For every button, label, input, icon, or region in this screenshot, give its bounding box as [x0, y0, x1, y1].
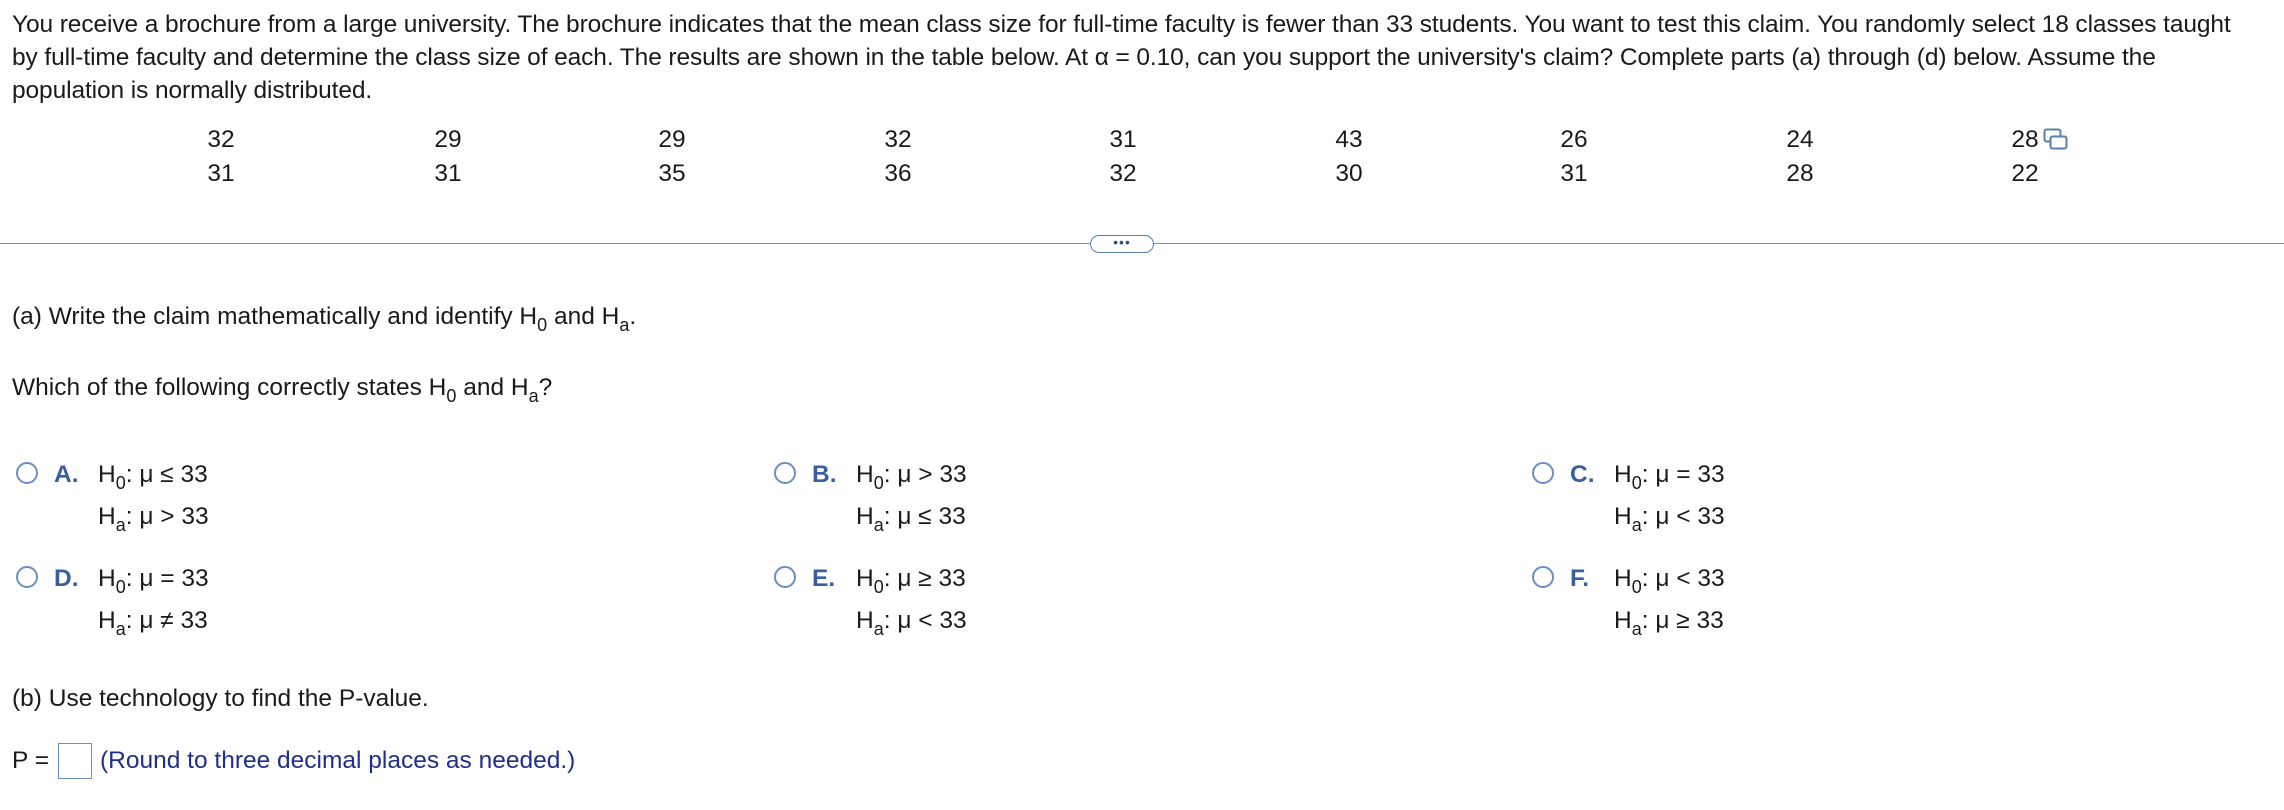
subscript-a: a — [528, 386, 539, 406]
data-cell: 29 — [434, 126, 462, 153]
radio-button[interactable] — [16, 462, 38, 484]
alternative-hypothesis: $H_a$: μ > 33 — [98, 503, 209, 535]
question-prompt: You receive a brochure from a large university. The brochure indicates that the mean class size for full-time faculty is fewer than 33 students. You want to test this claim. You randomly select 18 classes taught by full-time faculty and determine the class size of each. The results are shown in the table below. At α = 0.10, can you support the university's claim? Complete parts (a) through (d) below. Assume the population is normally distributed. — [12, 11, 2231, 104]
radio-button[interactable] — [1532, 566, 1554, 588]
data-cell: 32 — [1109, 160, 1137, 187]
part-a-instruction — [12, 300, 636, 334]
data-cell: 35 — [658, 160, 686, 187]
part-a-suffix: . — [629, 303, 637, 330]
more-button[interactable]: ••• — [1090, 235, 1154, 253]
data-column — [1088, 123, 1158, 191]
data-cell: 29 — [658, 126, 686, 153]
data-column — [863, 123, 933, 191]
radio-button[interactable] — [16, 566, 38, 588]
null-hypothesis: $H_0$: μ < 33 — [1614, 565, 1725, 597]
p-value-input[interactable] — [58, 743, 92, 779]
data-cell: 31 — [1560, 160, 1588, 187]
data-column — [413, 123, 483, 191]
null-hypothesis: $H_0$: μ > 33 — [856, 461, 967, 493]
data-table — [0, 123, 2284, 193]
part-a-question — [12, 371, 552, 405]
null-hypothesis: $H_0$: μ ≥ 33 — [856, 565, 966, 597]
rounding-note: (Round to three decimal places as needed.) — [100, 747, 576, 774]
alternative-hypothesis: $H_a$: μ ≤ 33 — [856, 503, 966, 535]
subscript-0: 0 — [446, 386, 457, 406]
p-value-label: P = — [12, 747, 50, 774]
alternative-hypothesis: $H_a$: μ ≥ 33 — [1614, 607, 1724, 639]
option-letter: C. — [1570, 461, 1595, 488]
subscript-a: a — [619, 315, 630, 335]
data-cell: 30 — [1335, 160, 1363, 187]
option-letter: E. — [812, 565, 836, 592]
data-cell: 31 — [207, 160, 235, 187]
option-letter: D. — [54, 565, 79, 592]
radio-button[interactable] — [1532, 462, 1554, 484]
data-cell: 22 — [2011, 160, 2039, 187]
data-cell: 28 — [1786, 160, 1814, 187]
data-cell: 32 — [207, 126, 235, 153]
data-cell: 31 — [434, 160, 462, 187]
part-a-text: (a) Write the claim mathematically and identify H — [12, 303, 538, 330]
null-hypothesis: $H_0$: μ ≤ 33 — [98, 461, 208, 493]
data-column — [1765, 123, 1835, 191]
which-and: and H — [456, 374, 529, 401]
copy-icon[interactable] — [2043, 128, 2069, 150]
part-b-instruction: (b) Use technology to find the P-value. — [12, 685, 429, 712]
data-cell: 28 — [2011, 126, 2039, 153]
alternative-hypothesis: $H_a$: μ < 33 — [856, 607, 967, 639]
data-cell: 36 — [884, 160, 912, 187]
data-cell: 24 — [1786, 126, 1814, 153]
which-suffix: ? — [538, 374, 553, 401]
alternative-hypothesis: $H_a$: μ < 33 — [1614, 503, 1725, 535]
data-column — [1314, 123, 1384, 191]
radio-button[interactable] — [774, 462, 796, 484]
which-text: Which of the following correctly states H — [12, 374, 447, 401]
data-column — [186, 123, 256, 191]
null-hypothesis: $H_0$: μ = 33 — [1614, 461, 1725, 493]
option-letter: F. — [1570, 565, 1590, 592]
data-cell: 26 — [1560, 126, 1588, 153]
option-letter: B. — [812, 461, 837, 488]
data-cell: 31 — [1109, 126, 1137, 153]
option-letter: A. — [54, 461, 79, 488]
subscript-0: 0 — [537, 315, 548, 335]
null-hypothesis: $H_0$: μ = 33 — [98, 565, 209, 597]
data-column — [1539, 123, 1609, 191]
data-column — [637, 123, 707, 191]
alternative-hypothesis: $H_a$: μ ≠ 33 — [98, 607, 208, 639]
data-cell: 43 — [1335, 126, 1363, 153]
radio-button[interactable] — [774, 566, 796, 588]
part-a-and: and H — [547, 303, 620, 330]
data-cell: 32 — [884, 126, 912, 153]
